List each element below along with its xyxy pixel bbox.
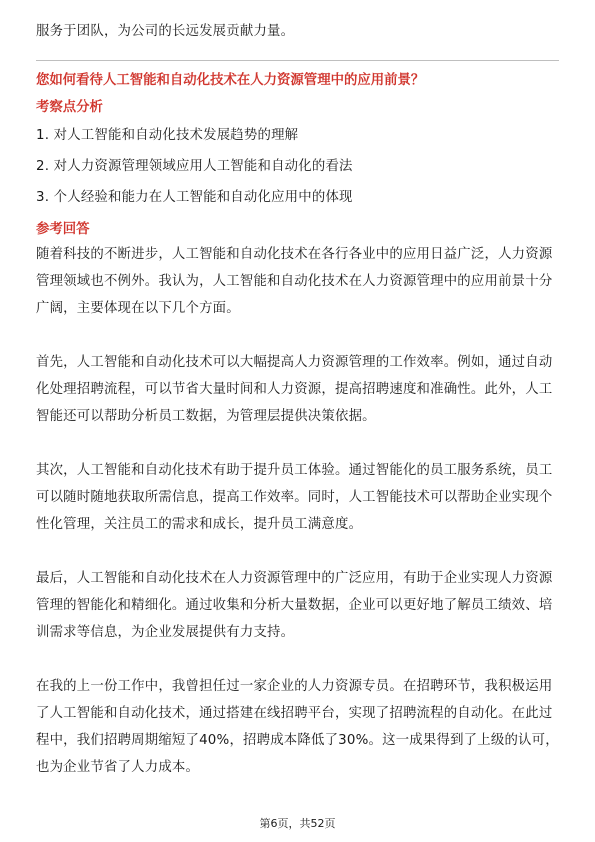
- document-page: [36, 0, 559, 842]
- answer-body: [36, 241, 559, 808]
- analysis-heading: 考察点分析: [36, 100, 103, 115]
- analysis-points-list: [36, 120, 559, 213]
- analysis-point: 2. 对人力资源管理领域应用人工智能和自动化的看法: [36, 159, 353, 174]
- analysis-point: 1. 对人工智能和自动化技术发展趋势的理解: [36, 128, 299, 143]
- continued-text: 服务于团队，为公司的长远发展贡献力量。: [36, 24, 295, 39]
- answer-paragraph: 最后，人工智能和自动化技术在人力资源管理中的广泛应用，有助于企业实现人力资源管理的智能化和精细化。通过收集和分析大量数据，企业可以更好地了解员工绩效、培训需求等信息，为企业发展提供有力支持。: [36, 571, 553, 640]
- answer-paragraph: 在我的上一份工作中，我曾担任过一家企业的人力资源专员。在招聘环节，我积极运用了人工智能和自动化技术，通过搭建在线招聘平台，实现了招聘流程的自动化。在此过程中，我们招聘周期缩短了40%，招聘成本降低了30%。这一成果得到了上级的认可，也为企业节省了人力成本。: [36, 679, 559, 775]
- question-heading: 您如何看待人工智能和自动化技术在人力资源管理中的应用前景？: [36, 73, 425, 88]
- page-number: 第6页，共52页: [259, 817, 336, 830]
- answer-paragraph: 首先，人工智能和自动化技术可以大幅提高人力资源管理的工作效率。例如，通过自动化处理招聘流程，可以节省大量时间和人力资源，提高招聘速度和准确性。此外，人工智能还可以帮助分析员工数据，为管理层提供决策依据。: [36, 355, 553, 424]
- answer-paragraph: 其次，人工智能和自动化技术有助于提升员工体验。通过智能化的员工服务系统，员工可以随时随地获取所需信息，提高工作效率。同时，人工智能技术可以帮助企业实现个性化管理，关注员工的需求和成长，提升员工满意度。: [36, 463, 553, 532]
- answer-paragraph: 随着科技的不断进步，人工智能和自动化技术在各行各业中的应用日益广泛，人力资源管理领域也不例外。我认为，人工智能和自动化技术在人力资源管理中的应用前景十分广阔，主要体现在以下几个方面。: [36, 247, 553, 316]
- section-divider: [36, 60, 559, 61]
- answer-heading: 参考回答: [36, 222, 90, 237]
- analysis-point: 3. 个人经验和能力在人工智能和自动化应用中的体现: [36, 190, 353, 205]
